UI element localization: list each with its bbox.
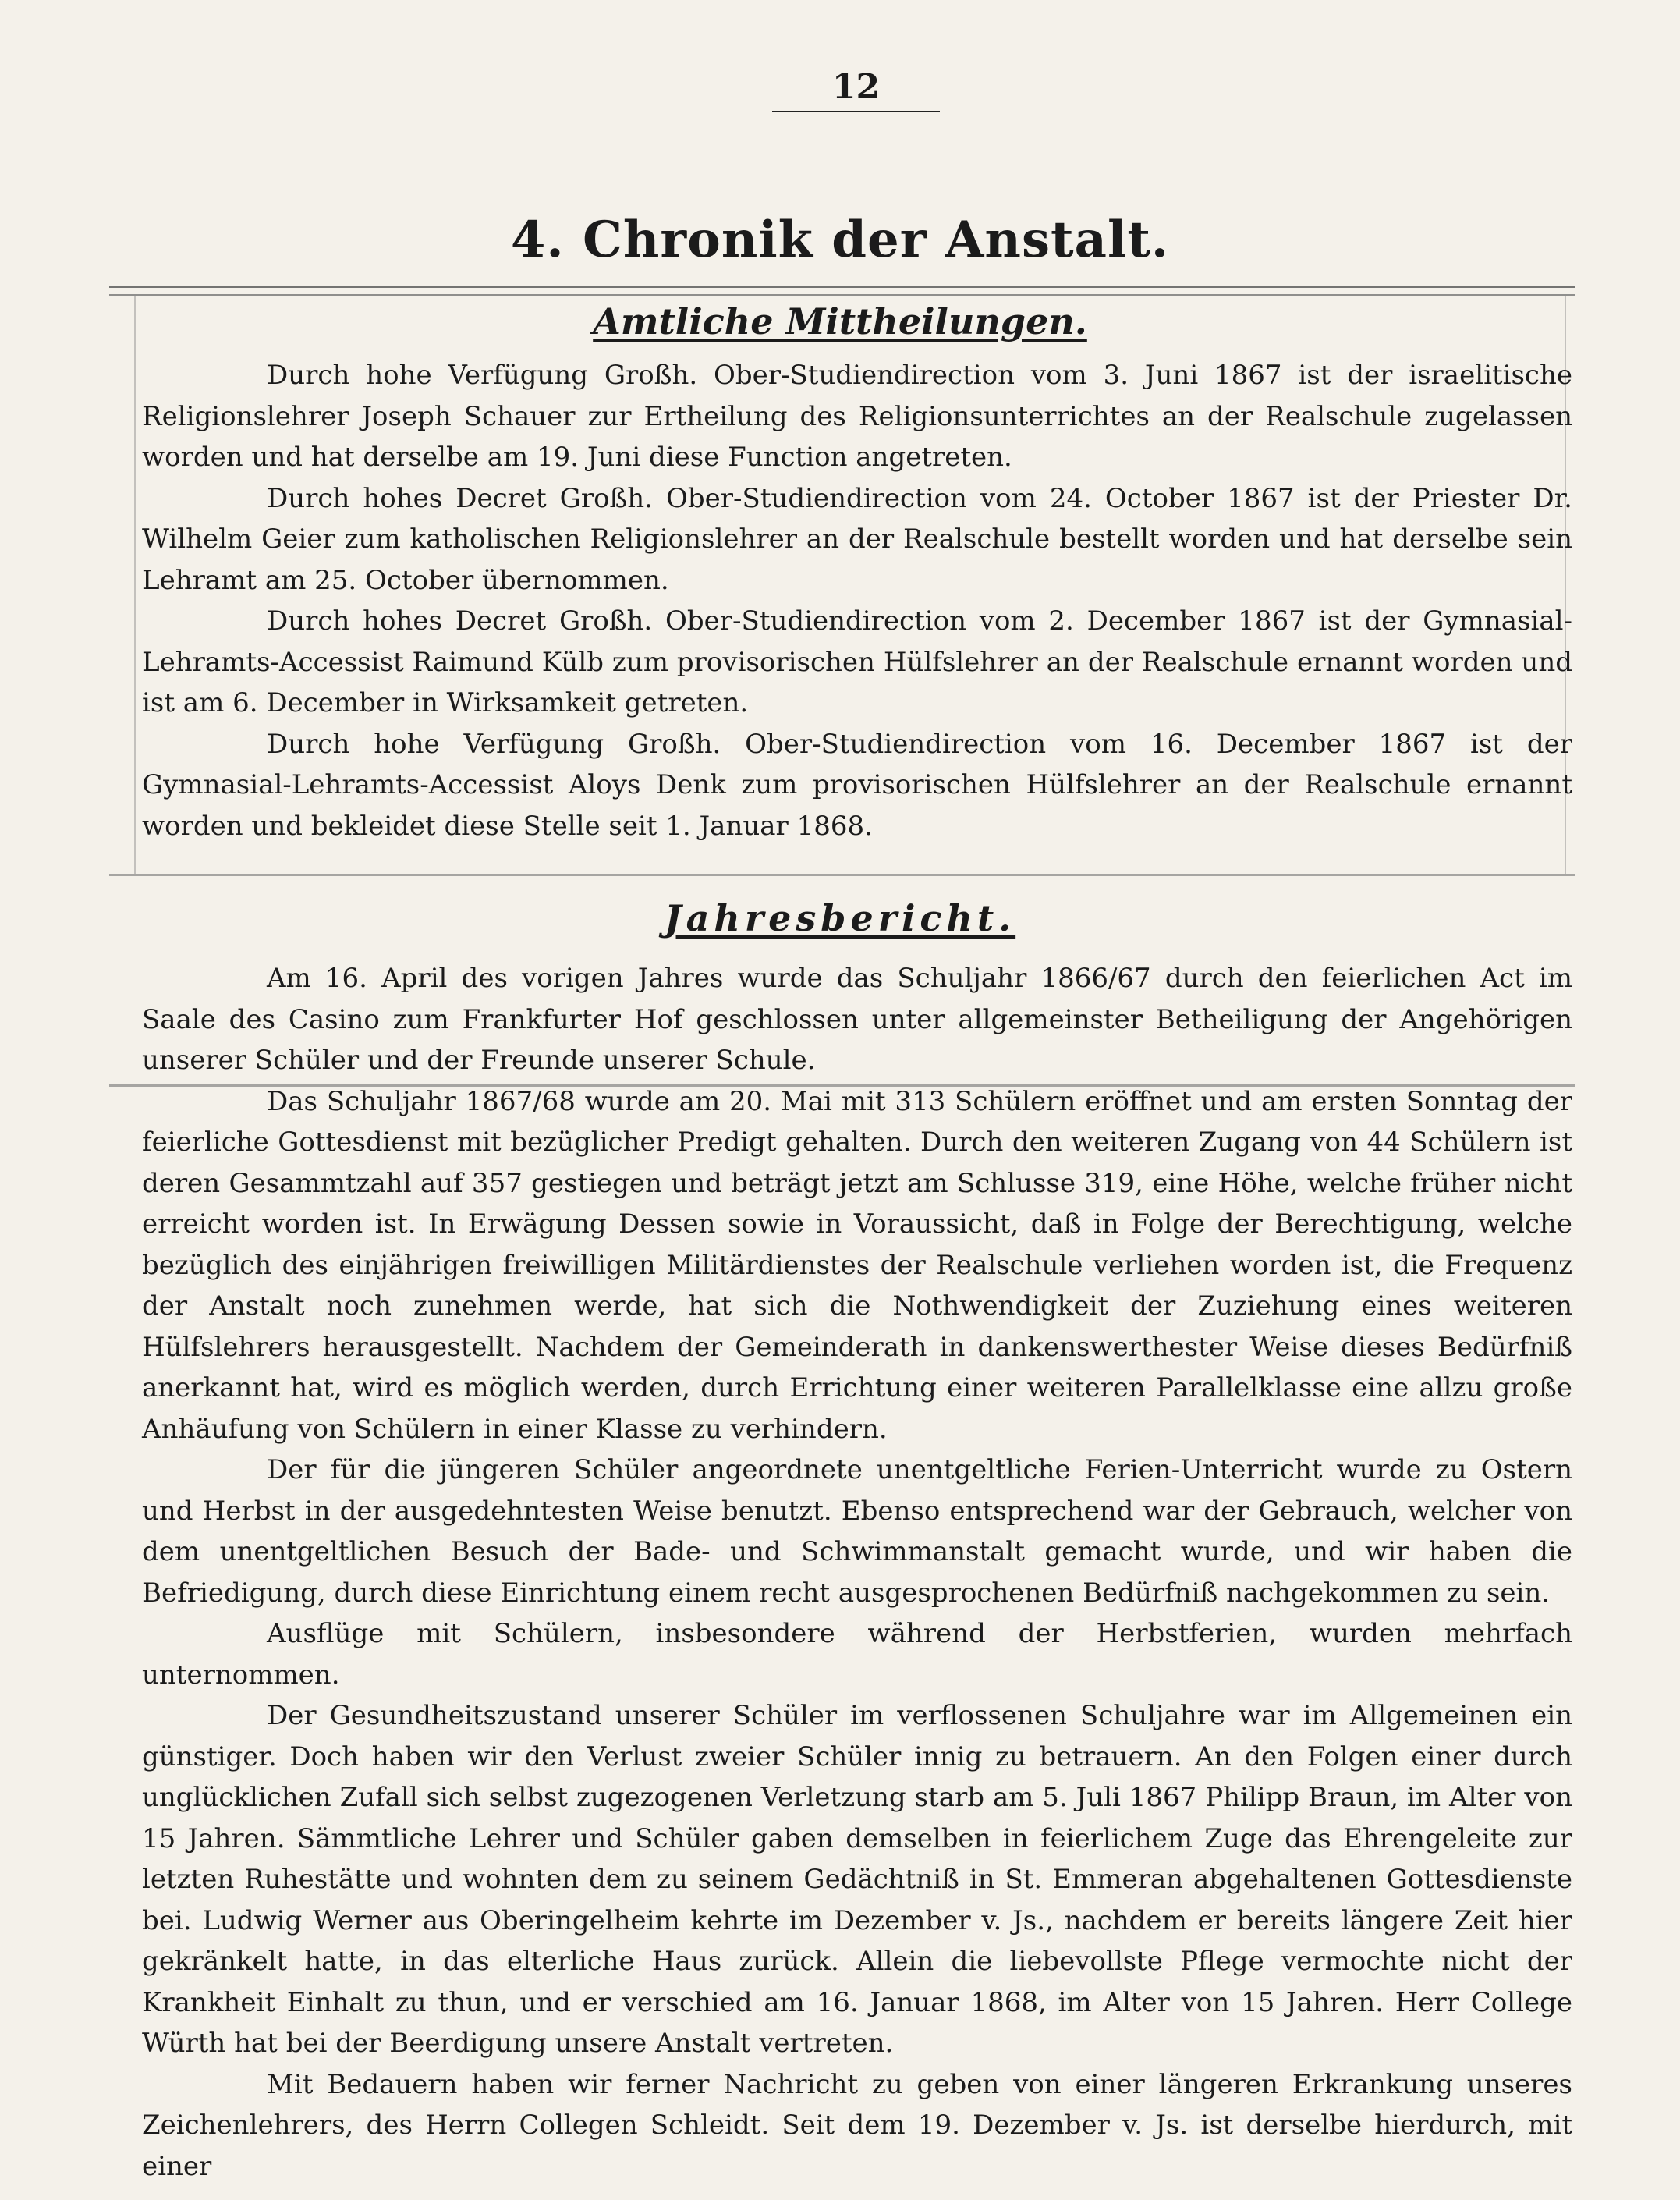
- official-paragraph: Durch hohes Decret Großh. Ober-Studiendirection vom 2. December 1867 ist der Gymnasial-Lehramts-Accessist Raimund Külb zum provisorischen Hülfslehrer an der Realschule ernannt worden und ist am 6. December in Wirksamkeit getreten.: [142, 605, 1572, 719]
- table-top-rule: [109, 286, 1575, 296]
- official-heading: Amtliche Mittheilungen.: [593, 300, 1087, 342]
- page-number: 12: [831, 67, 881, 107]
- chapter-title: 4. Chronik der Anstalt.: [510, 211, 1170, 269]
- annual-paragraph: Der für die jüngeren Schüler angeordnete unentgeltliche Ferien-Unterricht wurde zu Ostern und Herbst in der ausgedehntesten Weise benutzt. Ebenso entsprechend war der Gebrauch, welcher von dem unentgeltlichen Besuch der Bade- und Schwimmanstalt gemacht wurde, und wir haben die Befriedigung, durch diese Einrichtung einem recht ausgesprochenen Bedürfniß nachgekommen zu sein.: [142, 1454, 1572, 1609]
- official-section: [142, 355, 1572, 846]
- annual-heading: Jahresbericht.: [664, 897, 1016, 939]
- annual-paragraph: Mit Bedauern haben wir ferner Nachricht zu geben von einer längeren Erkrankung unseres Zeichenlehrers, des Herrn Collegen Schleidt. Seit dem 19. Dezember v. Js. ist derselbe hierdurch, mit einer: [142, 2068, 1572, 2182]
- official-paragraph: Durch hohe Verfügung Großh. Ober-Studiendirection vom 3. Juni 1867 ist der israelitische Religionslehrer Joseph Schauer zur Ertheilung des Religionsunterrichtes an der Realschule zugelassen worden und hat derselbe am 19. Juni diese Function angetreten.: [142, 360, 1572, 473]
- page-number-rule: [772, 111, 940, 112]
- table-faint-rule: [109, 874, 1575, 876]
- official-paragraph: Durch hohes Decret Großh. Ober-Studiendirection vom 24. October 1867 ist der Priester Dr. Wilhelm Geier zum katholischen Religionslehrer an der Realschule bestellt worden und hat derselbe sein Lehramt am 25. October übernommen.: [142, 482, 1572, 596]
- annual-paragraph: Der Gesundheitszustand unserer Schüler im verflossenen Schuljahre war im Allgemeinen ein günstiger. Doch haben wir den Verlust zweier Schüler innig zu betrauern. An den Folgen einer durch unglücklichen Zufall sich selbst zugezogenen Verletzung starb am 5. Juli 1867 Philipp Braun, im Alter von 15 Jahren. Sämmtliche Lehrer und Schüler gaben demselben in feierlichem Zuge das Ehrengeleite zur letzten Ruhestätte und wohnten dem zu seinem Gedächtniß in St. Emmeran abgehaltenen Gottesdienste bei. Ludwig Werner aus Oberingelheim kehrte im Dezember v. Js., nachdem er bereits längere Zeit hier gekränkelt hatte, in das elterliche Haus zurück. Allein die liebevollste Pflege vermochte nicht der Krankheit Einhalt zu thun, und er verschied am 16. Januar 1868, im Alter von 15 Jahren. Herr College Würth hat bei der Beerdigung unsere Anstalt vertreten.: [142, 1700, 1572, 2059]
- table-left-line: [134, 296, 136, 874]
- annual-paragraph: Am 16. April des vorigen Jahres wurde das Schuljahr 1866/67 durch den feierlichen Act im Saale des Casino zum Frankfurter Hof geschlossen unter allgemeinster Betheiligung der Angehörigen unserer Schüler und der Freunde unserer Schule.: [142, 963, 1572, 1076]
- annual-section: [142, 958, 1572, 2187]
- annual-paragraph: Das Schuljahr 1867/68 wurde am 20. Mai mit 313 Schülern eröffnet und am ersten Sonntag der feierliche Gottesdienst mit bezüglicher Predigt gehalten. Durch den weiteren Zugang von 44 Schülern ist deren Gesammtzahl auf 357 gestiegen und beträgt jetzt am Schlusse 319, eine Höhe, welche früher nicht erreicht worden ist. In Erwägung Dessen sowie in Voraussicht, daß in Folge der Berechtigung, welche bezüglich des einjährigen freiwilligen Militärdienstes der Realschule verliehen worden ist, die Frequenz der Anstalt noch zunehmen werde, hat sich die Nothwendigkeit der Zuziehung eines weiteren Hülfslehrers herausgestellt. Nachdem der Gemeinderath in dankenswerthester Weise dieses Bedürfniß anerkannt hat, wird es möglich werden, durch Errichtung einer weiteren Parallelklasse eine allzu große Anhäufung von Schülern in einer Klasse zu verhindern.: [142, 1085, 1572, 1445]
- annual-paragraph: Ausflüge mit Schülern, insbesondere während der Herbstferien, wurden mehrfach unternommen.: [142, 1618, 1572, 1691]
- official-paragraph: Durch hohe Verfügung Großh. Ober-Studiendirection vom 16. December 1867 ist der Gymnasial-Lehramts-Accessist Aloys Denk zum provisorischen Hülfslehrer an der Realschule ernannt worden und bekleidet diese Stelle seit 1. Januar 1868.: [142, 728, 1572, 842]
